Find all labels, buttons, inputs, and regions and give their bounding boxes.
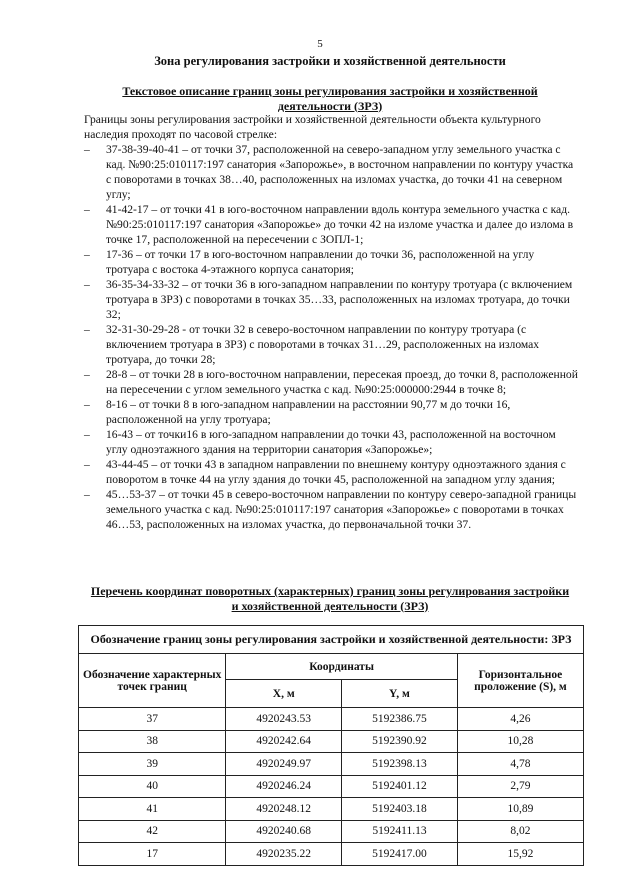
table-row xyxy=(79,820,584,843)
boundary-description xyxy=(84,112,580,532)
table-caption: Обозначение границ зоны регулирования застройки и хозяйственной деятельности: ЗРЗ xyxy=(79,626,584,654)
list-item: – 17-36 – от точки 17 в юго-восточном направлении до точки 36, расположенной на углу тротуара с востока 4-этажного корпуса санатория; xyxy=(84,247,580,277)
list-item: – 45…53-37 – от точки 45 в северо-восточном направлении по контуру северо-западной границы земельного участка с кад. №90:25:010117:197 санатория «Запорожье» с поворотами в точках 46…53, расположенных на изломах участка, до первоначальной точки 37. xyxy=(84,487,580,532)
cell-point: 39 xyxy=(79,753,226,776)
coordinates-title-line-1: Перечень координат поворотных (характерных) границ зоны регулирования застройки xyxy=(90,584,570,598)
cell-y: 5192390.92 xyxy=(342,730,458,753)
coordinates-title xyxy=(80,584,580,613)
cell-y: 5192417.00 xyxy=(342,843,458,866)
cell-y: 5192411.13 xyxy=(342,820,458,843)
list-item: – 16-43 – от точки16 в юго-западном направлении до точки 43, расположенной на восточном углу одноэтажного здания на территории санатория «Запорожье»; xyxy=(84,427,580,457)
cell-distance: 10,28 xyxy=(457,730,583,753)
page-number: 5 xyxy=(317,38,323,50)
section-subtitle xyxy=(90,84,570,113)
column-header-distance: Горизонтальное проложение (S), м xyxy=(457,654,583,708)
cell-y: 5192401.12 xyxy=(342,775,458,798)
cell-x: 4920249.97 xyxy=(226,753,342,776)
cell-x: 4920242.64 xyxy=(226,730,342,753)
cell-point: 17 xyxy=(79,843,226,866)
cell-distance: 15,92 xyxy=(457,843,583,866)
cell-x: 4920240.68 xyxy=(226,820,342,843)
cell-x: 4920235.22 xyxy=(226,843,342,866)
table-row xyxy=(79,708,584,731)
list-item: – 28-8 – от точки 28 в юго-восточном направлении, пересекая проезд, до точки 8, расположенной на пересечении с углом земельного участка с кад. №90:25:000000:2944 в точке 8; xyxy=(84,367,580,397)
table-row xyxy=(79,753,584,776)
subtitle-line-2: деятельности (ЗРЗ) xyxy=(277,98,383,113)
cell-x: 4920243.53 xyxy=(226,708,342,731)
cell-point: 37 xyxy=(79,708,226,731)
column-header-point: Обозначение характерных точек границ xyxy=(79,654,226,708)
table-row xyxy=(79,775,584,798)
table-row xyxy=(79,730,584,753)
coordinates-table xyxy=(78,625,584,866)
list-item: – 43-44-45 – от точки 43 в западном направлении по внешнему контуру одноэтажного здания с поворотом в точке 44 на углу здания до точки 45, расположенной на западном углу здания; xyxy=(84,457,580,487)
cell-distance: 4,78 xyxy=(457,753,583,776)
coordinates-title-line-2: и хозяйственной деятельности (ЗРЗ) xyxy=(231,598,429,613)
cell-distance: 4,26 xyxy=(457,708,583,731)
list-item: – 37-38-39-40-41 – от точки 37, расположенной на северо-западном углу земельного участка с кад. №90:25:010117:197 санатория «Запорожье», в восточном направлении по контуру участка с поворотами в точках 38…40, расположенных на изломах участка, до точки 41 на северном углу; xyxy=(84,142,580,202)
table-row xyxy=(79,798,584,821)
cell-x: 4920248.12 xyxy=(226,798,342,821)
cell-point: 38 xyxy=(79,730,226,753)
column-header-y: Y, м xyxy=(342,680,458,708)
cell-y: 5192403.18 xyxy=(342,798,458,821)
intro-paragraph: Границы зоны регулирования застройки и хозяйственной деятельности объекта культурного наследия проходят по часовой стрелке: xyxy=(84,113,541,141)
page-title: Зона регулирования застройки и хозяйственной деятельности xyxy=(154,54,506,68)
list-item: – 8-16 – от точки 8 в юго-западном направлении на расстоянии 90,77 м до точки 16, расположенной на углу тротуара; xyxy=(84,397,580,427)
cell-x: 4920246.24 xyxy=(226,775,342,798)
column-header-x: X, м xyxy=(226,680,342,708)
boundary-list xyxy=(84,142,580,532)
cell-y: 5192386.75 xyxy=(342,708,458,731)
list-item: – 36-35-34-33-32 – от точки 36 в юго-западном направлении по контуру тротуара (с включением тротуара в ЗРЗ) с поворотами в точках 35…33, расположенных на изломах тротуара, до точки 32; xyxy=(84,277,580,322)
cell-y: 5192398.13 xyxy=(342,753,458,776)
cell-point: 42 xyxy=(79,820,226,843)
list-item: – 32-31-30-29-28 - от точки 32 в северо-восточном направлении по контуру тротуара (с включением тротуара в ЗРЗ) с поворотами в точках 31…29, расположенных на изломах тротуара, до точки 28; xyxy=(84,322,580,367)
table-row xyxy=(79,843,584,866)
cell-distance: 8,02 xyxy=(457,820,583,843)
cell-distance: 10,89 xyxy=(457,798,583,821)
column-header-coordinates: Координаты xyxy=(226,654,457,680)
cell-point: 40 xyxy=(79,775,226,798)
list-item: – 41-42-17 – от точки 41 в юго-восточном направлении вдоль контура земельного участка с кад. №90:25:010117:197 санатория «Запорожье» до точки 42 на изломе участка и далее до излома в точке 17, расположенной на пересечении с ЗОПЛ-1; xyxy=(84,202,580,247)
cell-point: 41 xyxy=(79,798,226,821)
cell-distance: 2,79 xyxy=(457,775,583,798)
subtitle-line-1: Текстовое описание границ зоны регулирования застройки и хозяйственной xyxy=(122,84,538,98)
